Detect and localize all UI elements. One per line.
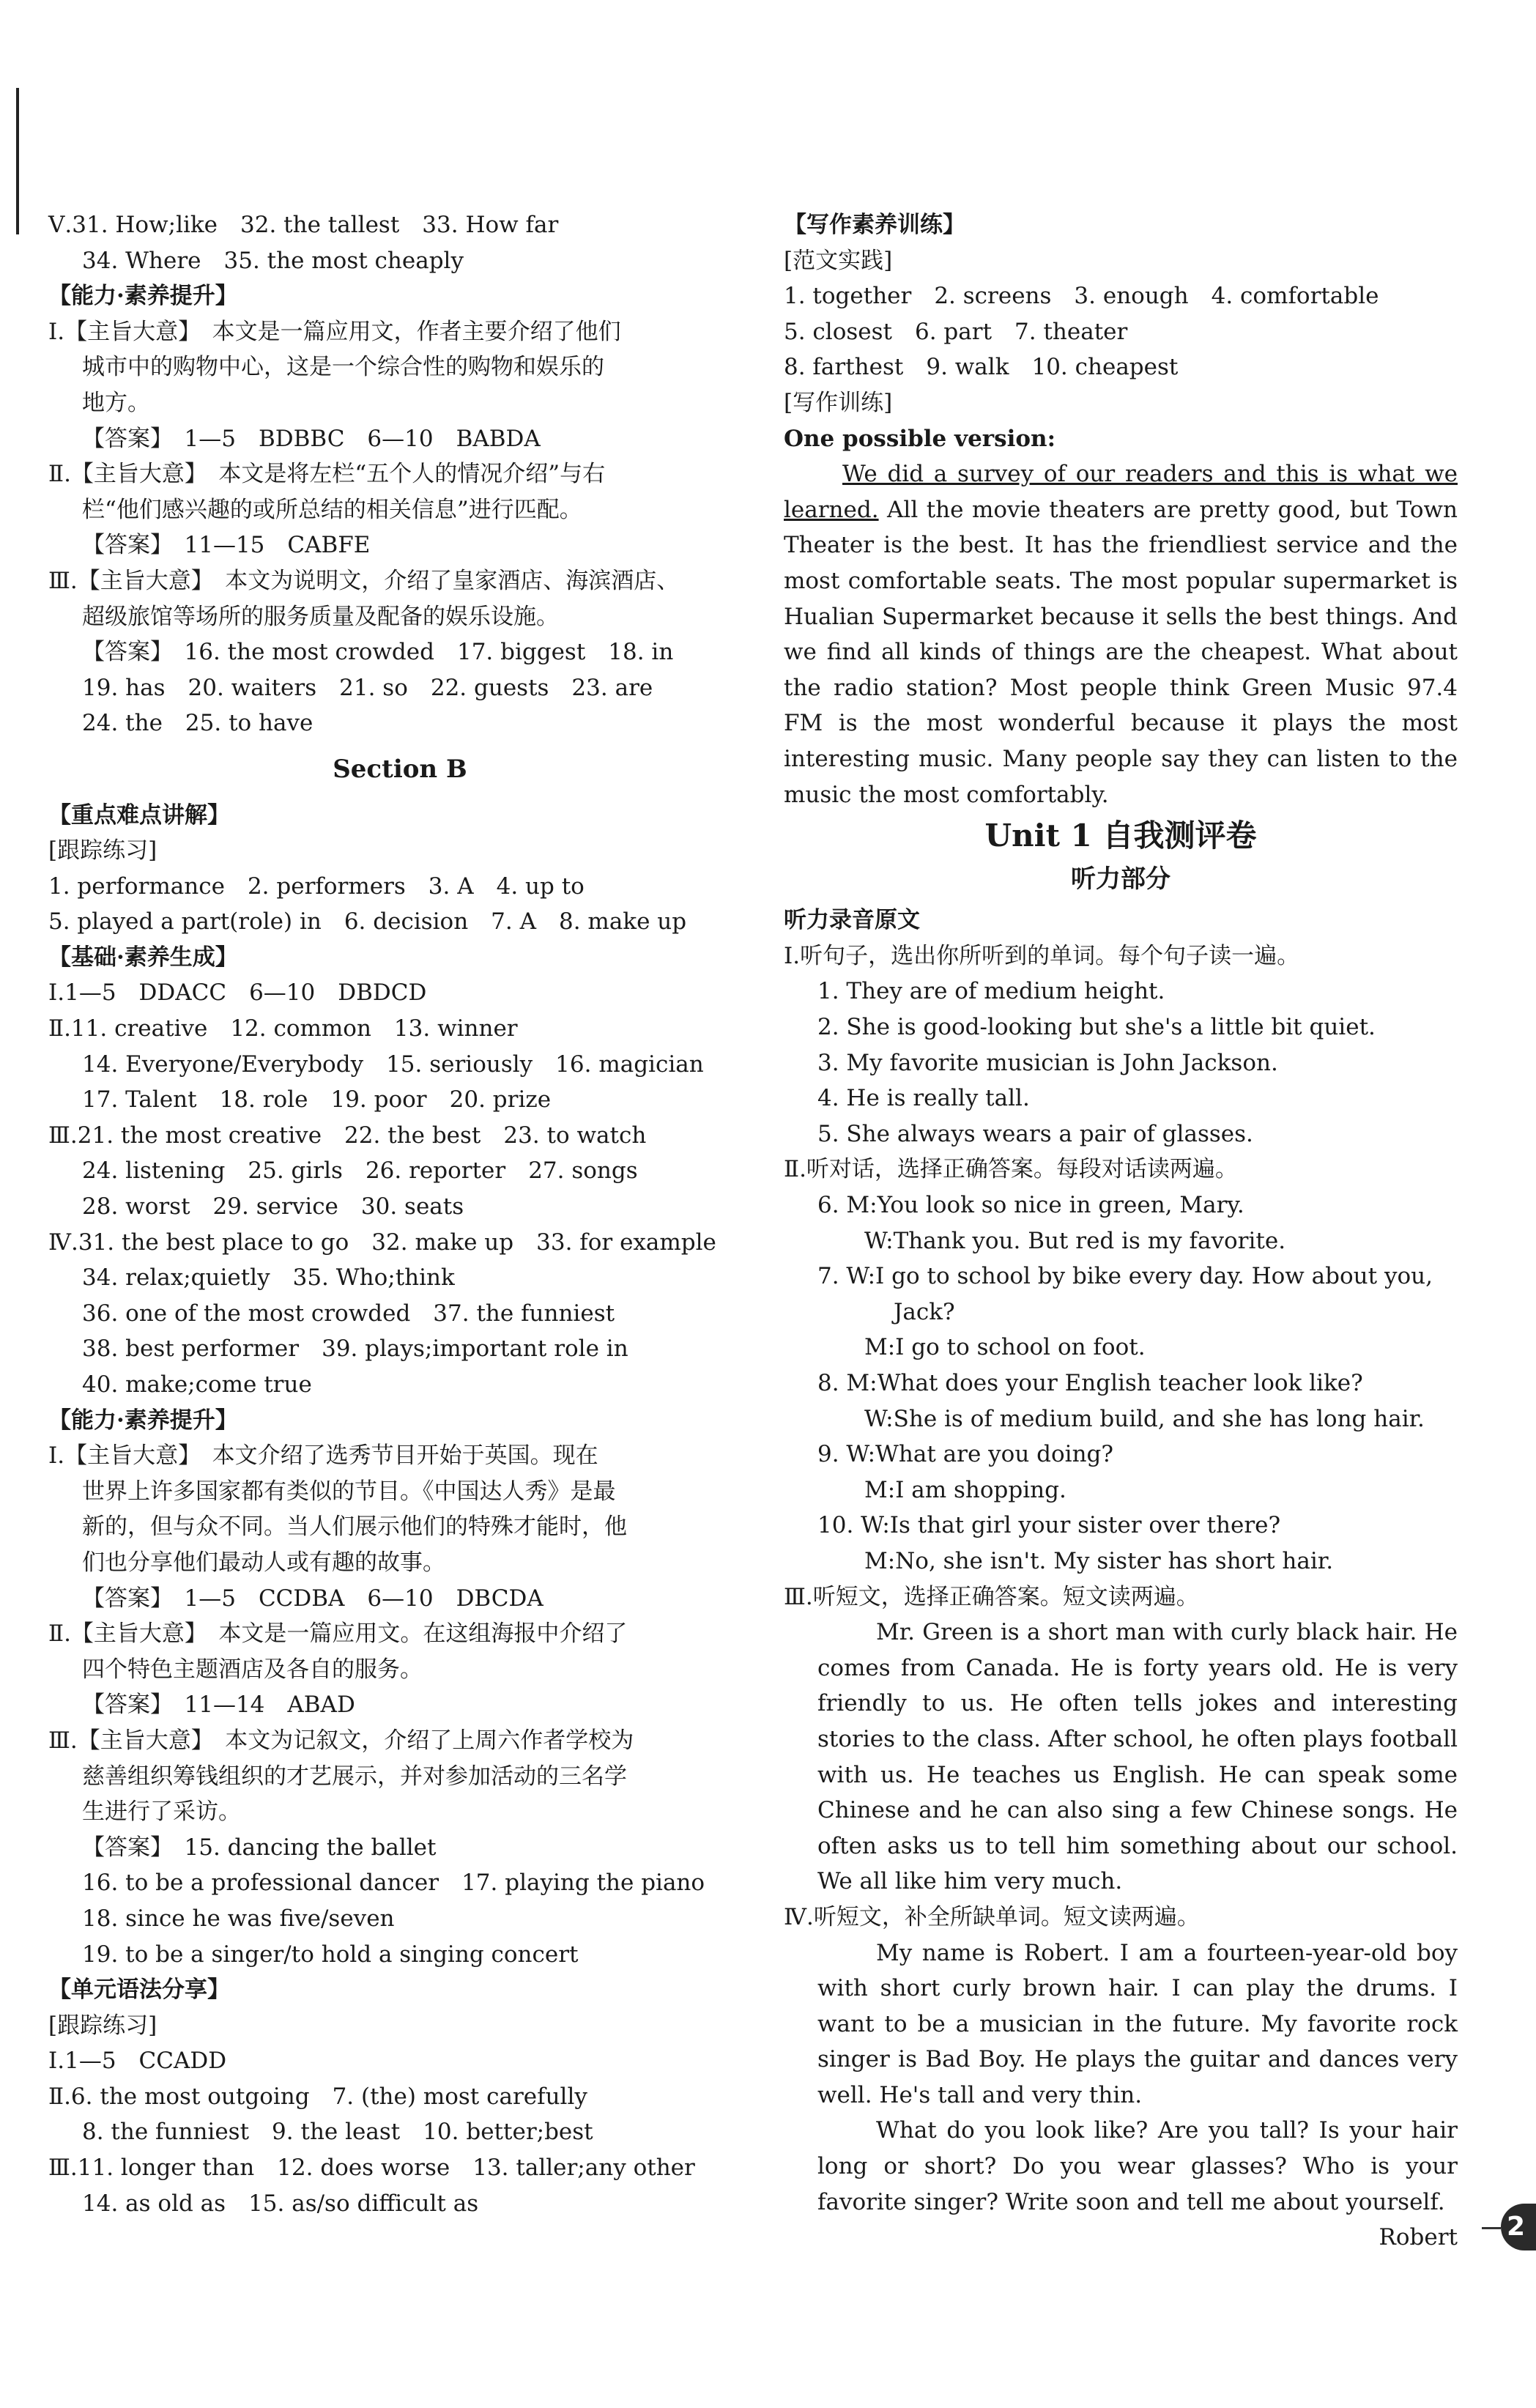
- left-line: 栏“他们感兴趣的或所总结的相关信息”进行匹配。: [82, 496, 582, 523]
- left-line: 【能力·素养提升】: [48, 1407, 238, 1434]
- margin-bar: [16, 88, 19, 234]
- left-line: [跟踪练习]: [48, 2012, 157, 2039]
- right-line: 5. closest 6. part 7. theater: [784, 318, 1128, 345]
- left-line: 慈善组织筹钱组织的才艺展示，并对参加活动的三名学: [82, 1763, 627, 1790]
- left-line: 【能力·素养提升】: [48, 283, 238, 310]
- left-line: 34. relax;quietly 35. Who;think: [82, 1264, 455, 1292]
- right-line: 8. farthest 9. walk 10. cheapest: [784, 354, 1179, 381]
- right-line: 10. W:Is that girl your sister over there?: [817, 1512, 1281, 1539]
- underlined-opening: We did a survey of our readers and this is what we learned.: [784, 461, 1458, 523]
- page-number: 2: [1507, 2212, 1526, 2242]
- left-line: 【答案】 11—14 ABAD: [82, 1692, 355, 1719]
- right-column: [784, 207, 1458, 2256]
- left-line: 24. the 25. to have: [82, 710, 313, 737]
- left-line: 生进行了采访。: [82, 1798, 241, 1826]
- left-line: 新的，但与众不同。当人们展示他们的特殊才能时，他: [82, 1514, 627, 1541]
- left-line: 【基础·素养生成】: [48, 944, 238, 971]
- left-line: Ⅱ.【主旨大意】 本文是将左栏“五个人的情况介绍”与右: [48, 461, 606, 488]
- right-line: 1. They are of medium height.: [817, 978, 1165, 1005]
- left-line: 8. the funniest 9. the least 10. better;best: [82, 2119, 593, 2146]
- left-line: Section B: [333, 754, 467, 784]
- left-column: [48, 207, 752, 2221]
- page-number-tab: [1501, 2204, 1536, 2250]
- right-line: Unit 1 自我测评卷: [984, 818, 1257, 854]
- right-line: Ⅱ.听对话，选择正确答案。每段对话读两遍。: [784, 1156, 1238, 1183]
- right-line: Ⅰ.听句子，选出你所听到的单词。每个句子读一遍。: [784, 942, 1300, 969]
- right-line: 4. He is really tall.: [817, 1085, 1030, 1112]
- left-line: 18. since he was five/seven: [82, 1905, 395, 1932]
- left-line: 14. as old as 15. as/so difficult as: [82, 2190, 479, 2217]
- left-line: 14. Everyone/Everybody 15. seriously 16. magician: [82, 1051, 704, 1078]
- right-line: One possible version:: [784, 425, 1056, 452]
- right-line: Jack?: [894, 1298, 955, 1325]
- left-line: 5. played a part(role) in 6. decision 7. A 8. make up: [48, 908, 687, 936]
- left-line: 【答案】 11—15 CABFE: [82, 532, 371, 559]
- left-line: 17. Talent 18. role 19. poor 20. prize: [82, 1086, 552, 1114]
- left-line: 19. to be a singer/to hold a singing concert: [82, 1941, 579, 1968]
- left-line: 28. worst 29. service 30. seats: [82, 1193, 464, 1220]
- right-line: [范文实践]: [784, 247, 893, 274]
- right-line: 7. W:I go to school by bike every day. How about you,: [817, 1263, 1433, 1290]
- left-line: 城市中的购物中心，这是一个综合性的购物和娱乐的: [82, 354, 604, 381]
- left-line: 【答案】 1—5 CCDBA 6—10 DBCDA: [82, 1585, 543, 1612]
- left-line: 【答案】 16. the most crowded 17. biggest 18. in: [82, 639, 674, 666]
- left-line: Ⅰ.1—5 DDACC 6—10 DBDCD: [48, 979, 427, 1007]
- left-line: 【答案】 1—5 BDBBC 6—10 BABDA: [82, 425, 541, 452]
- left-line: 【答案】 15. dancing the ballet: [82, 1834, 437, 1861]
- left-line: 们也分享他们最动人或有趣的故事。: [82, 1549, 445, 1576]
- right-line: 8. M:What does your English teacher look like?: [817, 1370, 1363, 1396]
- right-line: My name is Robert. I am a fourteen-year-old boy with short curly brown hair. I can play the drums. I want to be a musician in the future. My favorite rock singer is Bad Boy. He plays the guitar and dances very well. He's tall and very thin.: [817, 1939, 1458, 2108]
- right-line: W:Thank you. But red is my favorite.: [864, 1227, 1286, 1254]
- right-line: 听力录音原文: [784, 907, 920, 934]
- left-line: Ⅰ.【主旨大意】 本文介绍了选秀节目开始于英国。现在: [48, 1442, 598, 1470]
- left-line: 【单元语法分享】: [48, 1977, 230, 2004]
- left-line: Ⅱ.6. the most outgoing 7. (the) most carefully: [48, 2083, 587, 2110]
- left-line: 世界上许多国家都有类似的节目。《中国达人秀》是最: [82, 1478, 616, 1505]
- right-line: 6. M:You look so nice in green, Mary.: [817, 1192, 1244, 1219]
- left-line: 超级旅馆等场所的服务质量及配备的娱乐设施。: [82, 603, 559, 630]
- left-line: 地方。: [82, 389, 150, 416]
- right-line: 3. My favorite musician is John Jackson.: [817, 1049, 1278, 1076]
- page-number-dash: [1482, 2227, 1501, 2229]
- right-line: We did a survey of our readers and this is what we learned. All the movie theaters are pretty good, but Town Theater is the best. It has the friendliest service and the most comfortable seats. The most popular supermarket is Hualian Supermarket because it sells the best things. And we find all kinds of things are the cheapest. What about the radio station? Most people think Green Music 97.4 FM is the most wonderful because it plays the most interesting music. Many people say they can listen to the music the most comfortably.: [784, 461, 1458, 808]
- right-line: Ⅳ.听短文，补全所缺单词。短文读两遍。: [784, 1903, 1200, 1930]
- left-line: Ⅲ.21. the most creative 22. the best 23. to watch: [48, 1122, 647, 1149]
- left-line: 1. performance 2. performers 3. A 4. up to: [48, 873, 585, 900]
- left-line: 24. listening 25. girls 26. reporter 27. songs: [82, 1157, 638, 1185]
- right-line: M:I am shopping.: [864, 1476, 1066, 1503]
- left-line: 【重点难点讲解】: [48, 801, 230, 829]
- right-line: 9. W:What are you doing?: [817, 1441, 1114, 1468]
- left-line: Ⅰ.【主旨大意】 本文是一篇应用文，作者主要介绍了他们: [48, 318, 621, 345]
- left-line: 36. one of the most crowded 37. the funniest: [82, 1300, 615, 1327]
- right-line: Ⅲ.听短文，选择正确答案。短文读两遍。: [784, 1583, 1199, 1610]
- left-line: 19. has 20. waiters 21. so 22. guests 23. are: [82, 674, 653, 701]
- right-line: Robert: [1379, 2224, 1458, 2251]
- left-line: 四个特色主题酒店及各自的服务。: [82, 1656, 423, 1683]
- left-line: Ⅰ.1—5 CCADD: [48, 2048, 227, 2075]
- left-line: Ⅲ.11. longer than 12. does worse 13. taller;any other: [48, 2155, 695, 2182]
- right-line: M:No, she isn't. My sister has short hair.: [864, 1547, 1334, 1574]
- right-line: What do you look like? Are you tall? Is your hair long or short? Do you wear glasses? Who is your favorite singer? Write soon and tell me about yourself.: [817, 2117, 1458, 2215]
- left-line: [跟踪练习]: [48, 837, 157, 864]
- left-line: Ⅱ.【主旨大意】 本文是一篇应用文。在这组海报中介绍了: [48, 1620, 628, 1648]
- left-line: 40. make;come true: [82, 1371, 312, 1398]
- left-line: 38. best performer 39. plays;important role in: [82, 1335, 628, 1363]
- right-line: M:I go to school on foot.: [864, 1334, 1146, 1361]
- right-line: 【写作素养训练】: [784, 212, 965, 238]
- right-line: 听力部分: [1071, 864, 1170, 894]
- right-line: [写作训练]: [784, 389, 893, 416]
- left-line: Ⅴ.31. How;like 32. the tallest 33. How far: [48, 212, 559, 238]
- right-line: 1. together 2. screens 3. enough 4. comfortable: [784, 283, 1379, 310]
- right-line: Mr. Green is a short man with curly black hair. He comes from Canada. He is forty years old. He is very friendly to us. He often tells jokes and interesting stories to the class. After school, he often plays football with us. He teaches us English. He can speak some Chinese and he can also sing a few Chinese songs. He often asks us to tell him something about our school. We all like him very much.: [817, 1619, 1458, 1895]
- left-line: Ⅲ.【主旨大意】 本文为说明文，介绍了皇家酒店、海滨酒店、: [48, 567, 680, 594]
- right-line: 5. She always wears a pair of glasses.: [817, 1120, 1253, 1147]
- left-line: 16. to be a professional dancer 17. playing the piano: [82, 1870, 705, 1897]
- left-line: Ⅳ.31. the best place to go 32. make up 33. for example: [48, 1229, 716, 1256]
- left-line: Ⅱ.11. creative 12. common 13. winner: [48, 1015, 518, 1042]
- right-line: 2. She is good-looking but she's a little bit quiet.: [817, 1014, 1376, 1041]
- right-line: W:She is of medium build, and she has long hair.: [864, 1405, 1425, 1432]
- left-line: 34. Where 35. the most cheaply: [82, 247, 464, 274]
- left-line: Ⅲ.【主旨大意】 本文为记叙文，介绍了上周六作者学校为: [48, 1727, 634, 1754]
